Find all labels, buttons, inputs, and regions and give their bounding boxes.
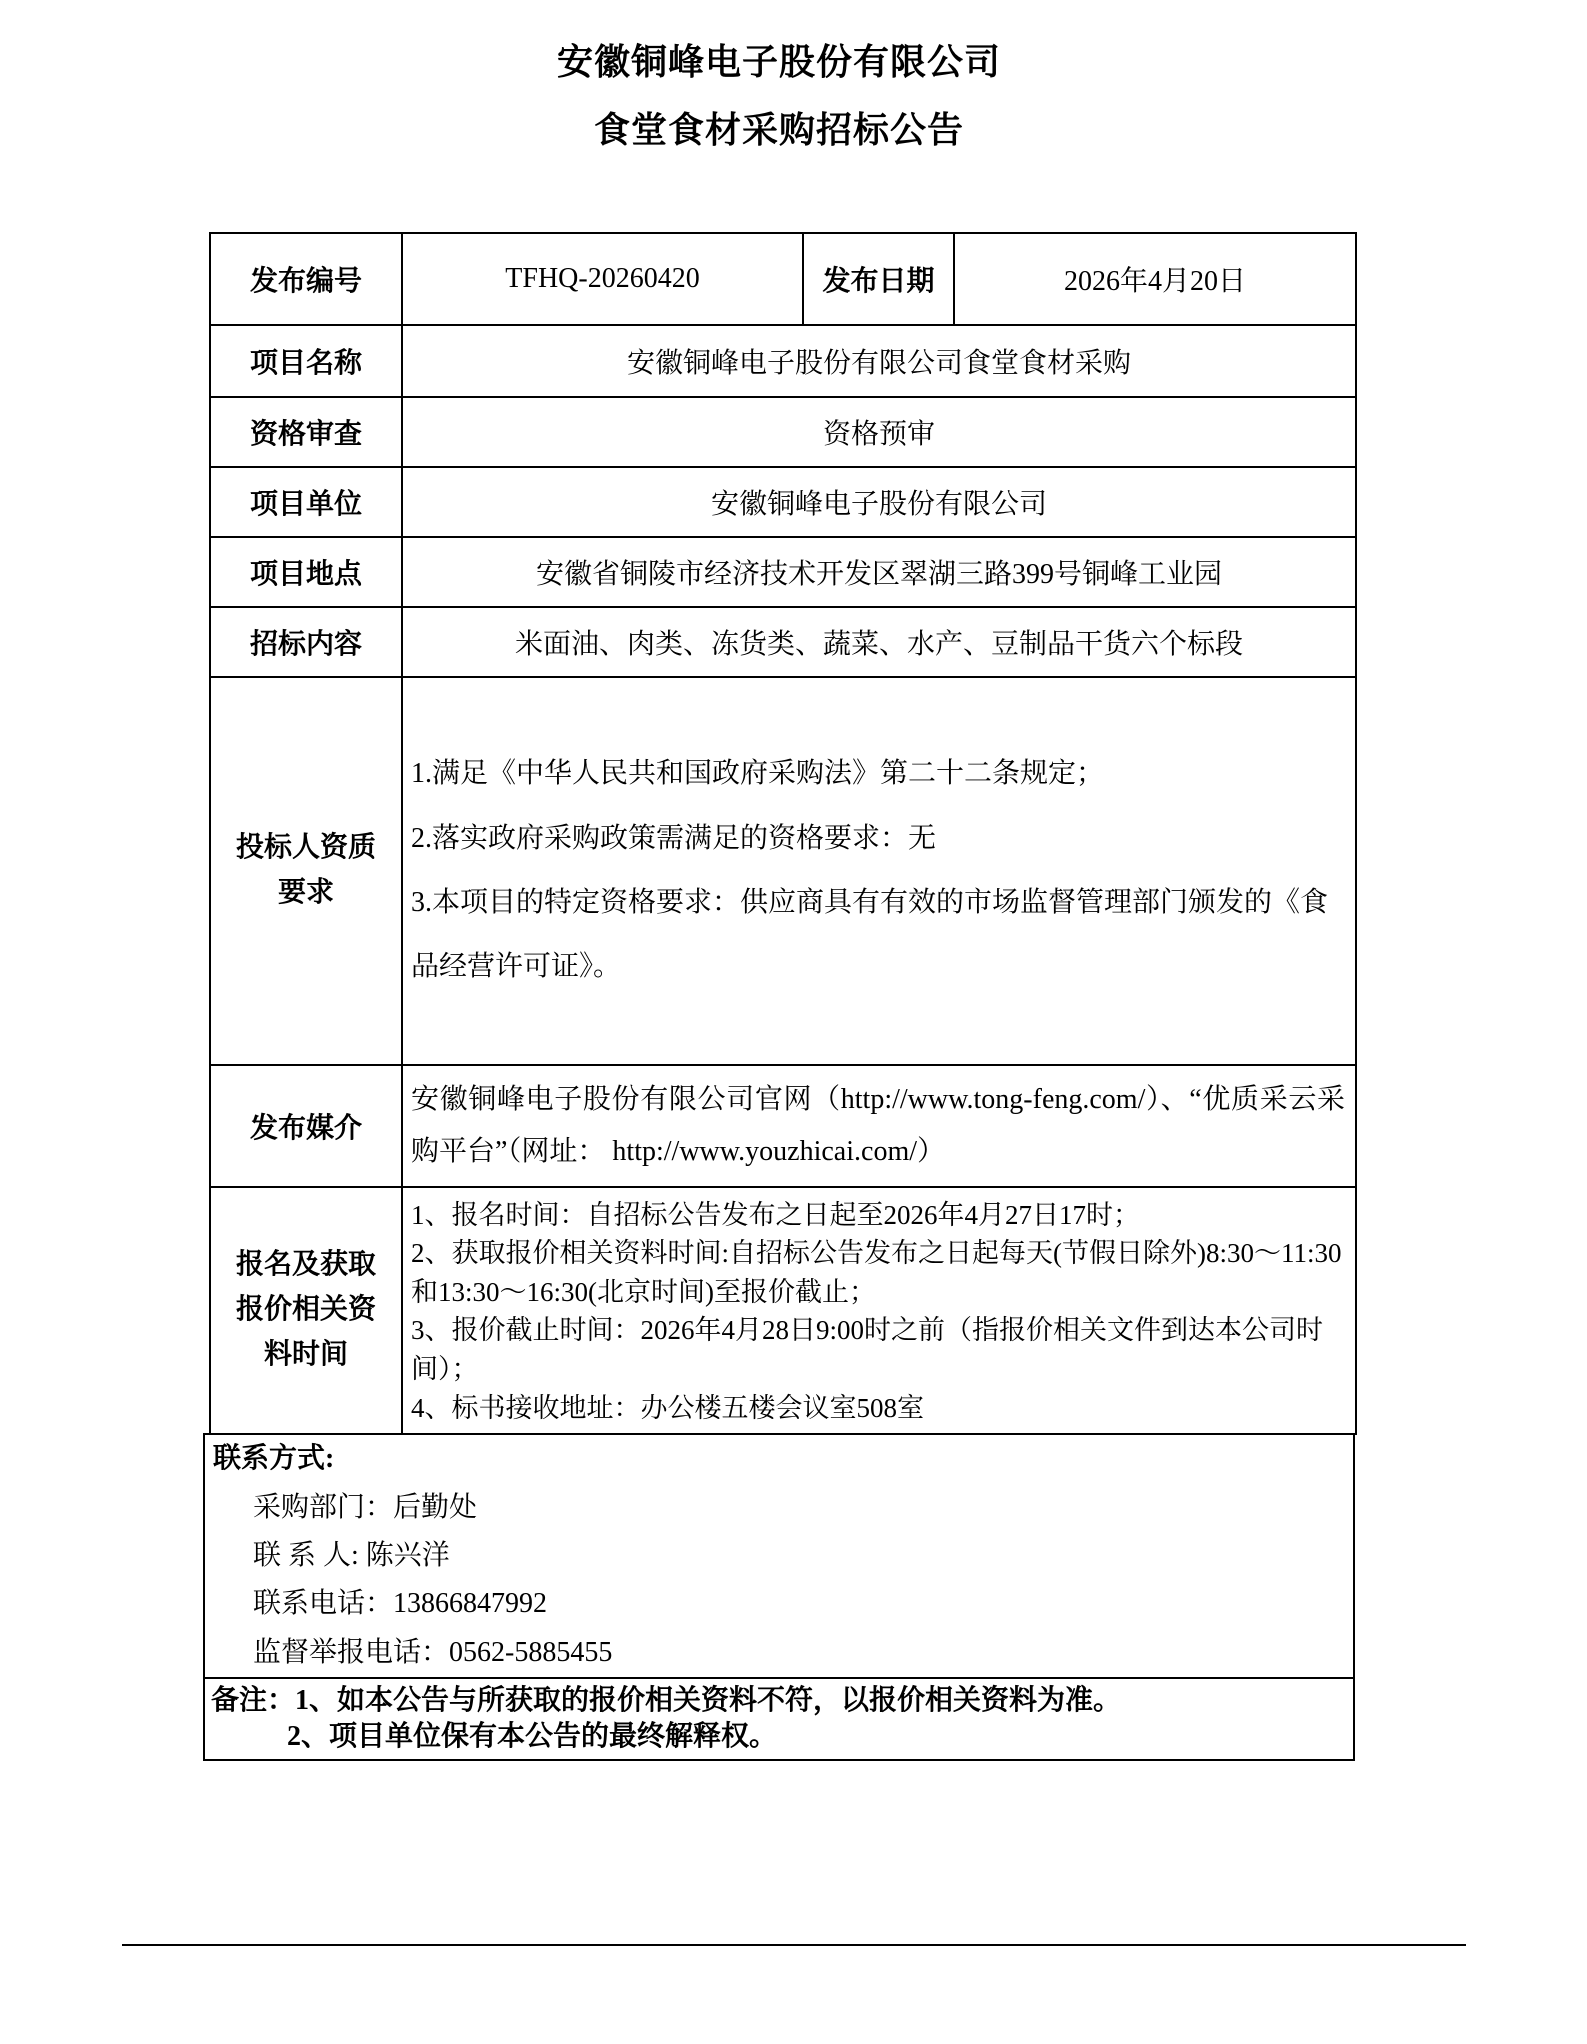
field-value-project-name: 安徽铜峰电子股份有限公司食堂食材采购 (402, 325, 1356, 397)
schedule-item: 3、报价截止时间：2026年4月28日9:00时之前（指报价相关文件到达本公司时间）； (411, 1315, 1324, 1385)
table-row (210, 537, 1356, 607)
remark-line-2: 2、项目单位保有本公告的最终解释权。 (287, 1721, 778, 1753)
table-row (204, 1434, 1354, 1678)
field-value-tender-content: 米面油、肉类、冻货类、蔬菜、水产、豆制品干货六个标段 (402, 607, 1356, 677)
contact-heading: 联系方式: (213, 1443, 335, 1475)
table-row (210, 397, 1356, 467)
remark-section (204, 1678, 1354, 1760)
page-title: 安徽铜峰电子股份有限公司 (556, 42, 1001, 82)
field-value-project-location: 安徽省铜陵市经济技术开发区翠湖三路399号铜峰工业园 (402, 537, 1356, 607)
schedule-item: 1、报名时间：自招标公告发布之日起至2026年4月27日17时； (411, 1199, 1140, 1230)
qualification-item: 1.满足《中华人民共和国政府采购法》第二十二条规定； (411, 758, 1105, 790)
field-label-project-name: 项目名称 (210, 325, 402, 397)
field-label-project-unit: 项目单位 (210, 467, 402, 537)
field-value-publish-number: TFHQ-20260420 (402, 233, 803, 325)
schedule-item: 4、标书接收地址：办公楼五楼会议室508室 (411, 1392, 924, 1423)
announcement-table (209, 232, 1357, 1435)
table-row (210, 1187, 1356, 1435)
qualification-item: 2.落实政府采购政策需满足的资格要求：无 (411, 822, 937, 854)
table-row (210, 677, 1356, 1065)
page-subtitle: 食堂食材采购招标公告 (593, 110, 964, 150)
contact-section (204, 1434, 1354, 1678)
contact-remark-table (203, 1433, 1355, 1761)
field-label-bidder-qualification: 投标人资质要求 (210, 677, 402, 1065)
field-value-registration-schedule (402, 1187, 1356, 1435)
contact-phone: 联系电话：13866847992 (253, 1588, 548, 1620)
table-row (210, 233, 1356, 325)
field-value-qualification-review: 资格预审 (402, 397, 1356, 467)
table-row (210, 1065, 1356, 1187)
field-label-qualification-review: 资格审查 (210, 397, 402, 467)
field-value-publish-date: 2026年4月20日 (954, 233, 1356, 325)
field-label-tender-content: 招标内容 (210, 607, 402, 677)
footer-divider (122, 1944, 1466, 1946)
table-row (210, 607, 1356, 677)
contact-supervision-phone: 监督举报电话：0562-5885455 (253, 1636, 613, 1668)
qualification-item: 3.本项目的特定资格要求：供应商具有有效的市场监督管理部门颁发的《食品经营许可证》。 (411, 887, 1329, 983)
field-label-registration-schedule: 报名及获取报价相关资料时间 (210, 1187, 402, 1435)
table-row (204, 1678, 1354, 1760)
remark-line-1: 备注：1、如本公告与所获取的报价相关资料不符，以报价相关资料为准。 (211, 1685, 1122, 1717)
field-label-project-location: 项目地点 (210, 537, 402, 607)
announcement-table-wrap (203, 232, 1357, 1761)
field-label-publish-media: 发布媒介 (210, 1065, 402, 1187)
field-value-publish-media: 安徽铜峰电子股份有限公司官网（http://www.tong-feng.com/）、“优质采云采购平台”（网址： http://www.youzhicai.com/） (402, 1065, 1356, 1187)
table-row (210, 325, 1356, 397)
contact-department: 采购部门：后勤处 (253, 1491, 478, 1523)
field-label-publish-number: 发布编号 (210, 233, 402, 325)
field-value-bidder-qualification (402, 677, 1356, 1065)
field-value-project-unit: 安徽铜峰电子股份有限公司 (402, 467, 1356, 537)
table-row (210, 467, 1356, 537)
contact-person: 联 系 人: 陈兴洋 (253, 1540, 450, 1572)
schedule-item: 2、获取报价相关资料时间:自招标公告发布之日起每天(节假日除外)8:30～11:30和13:30～16:30(北京时间)至报价截止； (411, 1238, 1342, 1307)
field-label-publish-date: 发布日期 (803, 233, 954, 325)
